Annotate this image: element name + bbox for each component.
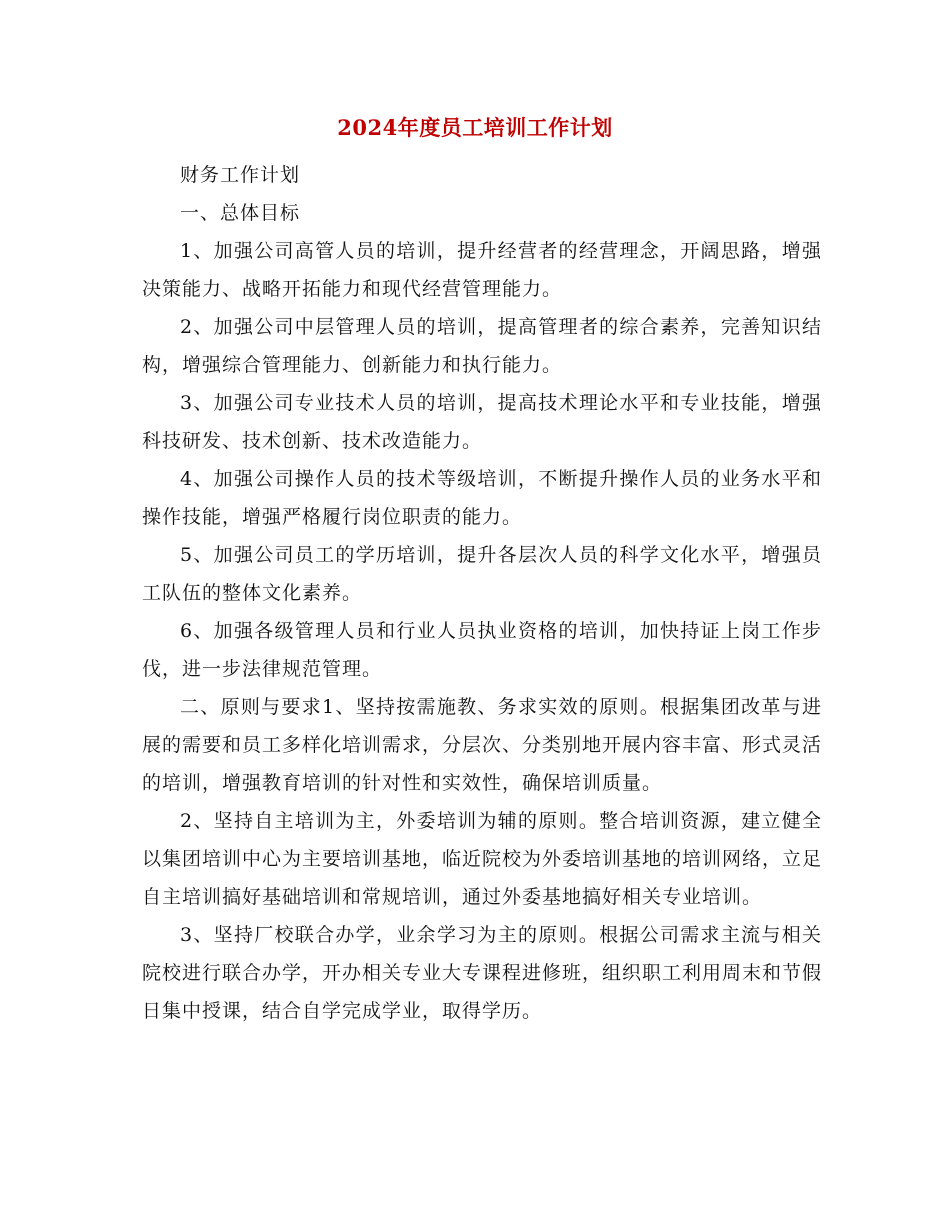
paragraph-principle-2: 2、坚持自主培训为主，外委培训为辅的原则。整合培训资源，建立健全以集团培训中心为主要培训基地，临近院校为外委培训基地的培训网络，立足自主培训搞好基础培训和常规培训，通过外委基地搞好相关专业培训。 xyxy=(142,810,823,908)
page-title: 2024年度员工培训工作计划 xyxy=(337,115,613,140)
paragraph-goal-6: 6、加强各级管理人员和行业人员执业资格的培训，加快持证上岗工作步伐，进一步法律规范管理。 xyxy=(142,620,822,680)
paragraph-goal-1: 1、加强公司高管人员的培训，提升经营者的经营理念，开阔思路，增强决策能力、战略开拓能力和现代经营管理能力。 xyxy=(142,240,822,300)
paragraph-goal-3: 3、加强公司专业技术人员的培训，提高技术理论水平和专业技能，增强科技研发、技术创新、技术改造能力。 xyxy=(142,392,822,452)
paragraph-heading-finance-plan: 财务工作计划 xyxy=(180,164,301,186)
paragraph-goal-2: 2、加强公司中层管理人员的培训，提高管理者的综合素养，完善知识结构，增强综合管理能力、创新能力和执行能力。 xyxy=(142,316,822,376)
paragraph-principle-3: 3、坚持厂校联合办学，业余学习为主的原则。根据公司需求主流与相关院校进行联合办学，开办相关专业大专课程进修班，组织职工利用周末和节假日集中授课，结合自学完成学业，取得学历。 xyxy=(142,924,823,1022)
document-body xyxy=(142,156,822,1030)
paragraph-heading-overall-goal: 一、总体目标 xyxy=(180,202,301,224)
paragraph-principle-1: 二、原则与要求1、坚持按需施教、务求实效的原则。根据集团改革与进展的需要和员工多样化培训需求，分层次、分类别地开展内容丰富、形式灵活的培训，增强教育培训的针对性和实效性，确保培训质量。 xyxy=(142,696,823,794)
paragraph-goal-5: 5、加强公司员工的学历培训，提升各层次人员的科学文化水平，增强员工队伍的整体文化素养。 xyxy=(142,544,822,604)
paragraph-goal-4: 4、加强公司操作人员的技术等级培训，不断提升操作人员的业务水平和操作技能，增强严格履行岗位职责的能力。 xyxy=(142,468,822,528)
